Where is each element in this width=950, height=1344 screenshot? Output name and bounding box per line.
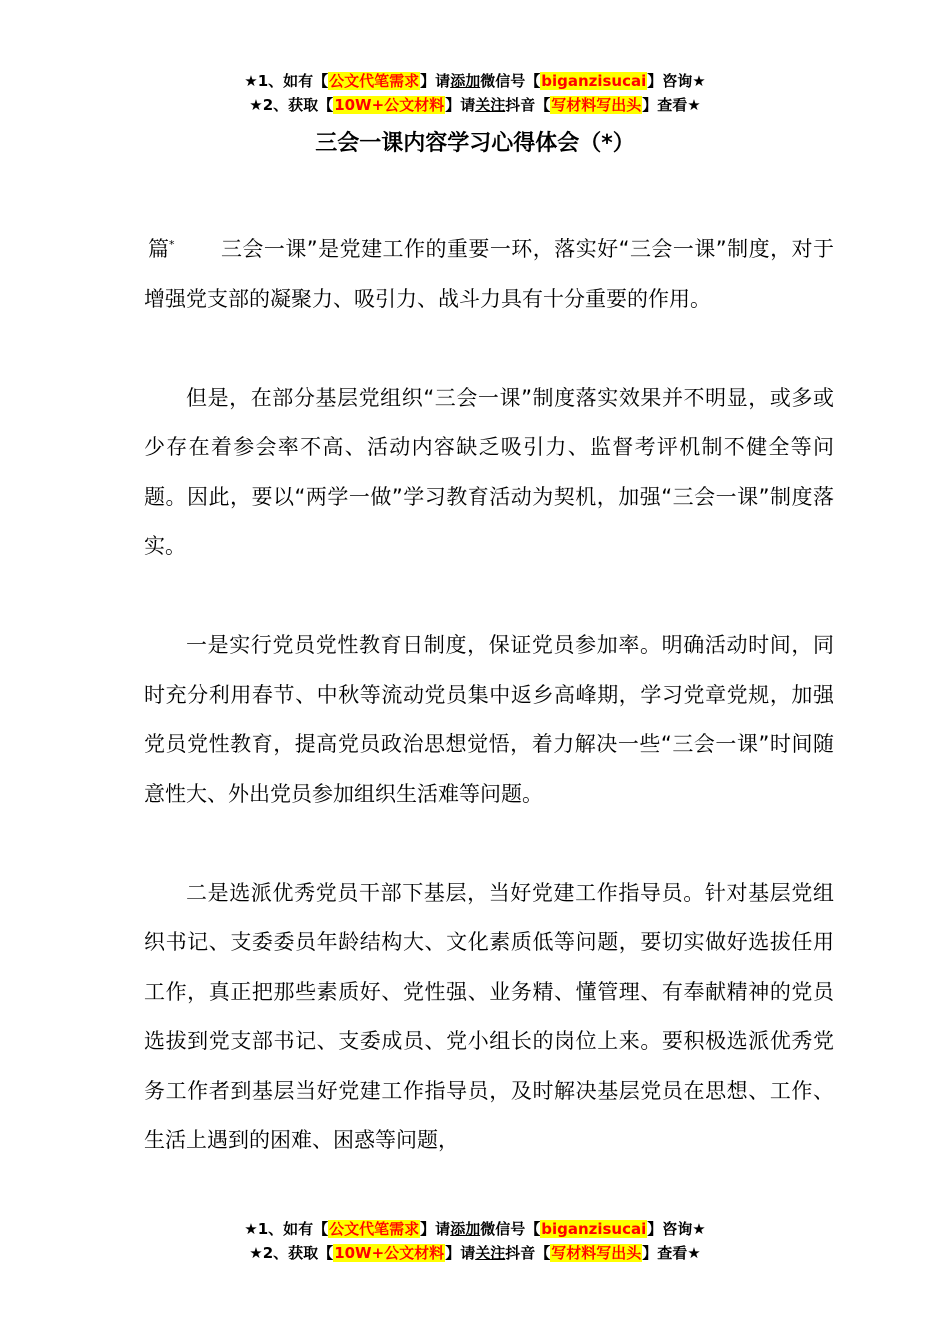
promo-text: 】请 (445, 96, 476, 114)
promo-text: 】请 (420, 72, 451, 90)
promo-underlined-text: 添加 (450, 1220, 481, 1238)
promo-douyin-id: 写材料写出头 (551, 96, 642, 114)
promo-highlight: 10W+公文材料 (334, 1244, 445, 1262)
promo-text: 】咨询★ (647, 72, 706, 90)
promo-highlight: 公文代笔需求 (329, 72, 420, 90)
promo-text: 】咨询★ (647, 1220, 706, 1238)
paragraph-4: 二是选派优秀党员干部下基层，当好党建工作指导员。针对基层党组织书记、支委委员年龄结构大、文化素质低等问题，要切实做好选拔任用工作，真正把那些素质好、党性强、业务精、懂管理、有奉献精神的党员选拔到党支部书记、支委成员、党小组长的岗位上来。要积极选派优秀党务工作者到基层当好党建工作指导员，及时解决基层党员在思想、工作、生活上遇到的困难、困惑等问题， (144, 880, 834, 1152)
promo-text: ★2、获取【 (249, 96, 334, 114)
promo-text: 】查看★ (642, 96, 701, 114)
promo-line-2 (0, 93, 950, 117)
promo-highlight: 10W+公文材料 (334, 96, 445, 114)
promo-wechat-id: biganzisucai (541, 1220, 647, 1238)
promo-text: 微信号【 (480, 72, 541, 90)
paragraph-3: 一是实行党员党性教育日制度，保证党员参加率。明确活动时间，同时充分利用春节、中秋等流动党员集中返乡高峰期，学习党章党规，加强党员党性教育，提高党员政治思想觉悟，着力解决一些“三会一课”时间随意性大、外出党员参加组织生活难等问题。 (144, 633, 834, 806)
promo-banner-top (0, 69, 950, 117)
promo-highlight: 公文代笔需求 (329, 1220, 420, 1238)
promo-text: 抖音【 (505, 96, 551, 114)
promo-line-1 (0, 1217, 950, 1241)
paragraph-text: 三会一课”是党建工作的重要一环，落实好“三会一课”制度，对于增强党支部的凝聚力、吸引力、战斗力具有十分重要的作用。 (144, 237, 834, 311)
promo-text: ★1、如有【 (244, 1220, 329, 1238)
promo-text: 】请 (420, 1220, 451, 1238)
promo-text: 微信号【 (480, 1220, 541, 1238)
promo-underlined-text: 添加 (450, 72, 481, 90)
promo-line-2 (0, 1241, 950, 1265)
chapter-prefix-mark: * (169, 238, 175, 251)
promo-text: 】请 (445, 1244, 476, 1262)
promo-douyin-id: 写材料写出头 (551, 1244, 642, 1262)
document-title: 三会一课内容学习心得体会（*） (315, 131, 635, 156)
promo-text: ★2、获取【 (249, 1244, 334, 1262)
promo-text: 】查看★ (642, 1244, 701, 1262)
paragraph-2: 但是，在部分基层党组织“三会一课”制度落实效果并不明显，或多或少存在着参会率不高、活动内容缺乏吸引力、监督考评机制不健全等问题。因此，要以“两学一做”学习教育活动为契机，加强“三会一课”制度落实。 (144, 385, 834, 558)
promo-text: ★1、如有【 (244, 72, 329, 90)
promo-wechat-id: biganzisucai (541, 72, 647, 90)
promo-line-1 (0, 69, 950, 93)
chapter-prefix-text: 篇 (148, 237, 169, 261)
promo-text: 抖音【 (505, 1244, 551, 1262)
document-body (144, 220, 834, 1166)
promo-banner-bottom (0, 1217, 950, 1265)
chapter-prefix (148, 220, 175, 275)
promo-underlined-text: 关注 (475, 96, 506, 114)
paragraph-1 (144, 220, 834, 324)
promo-underlined-text: 关注 (475, 1244, 506, 1262)
